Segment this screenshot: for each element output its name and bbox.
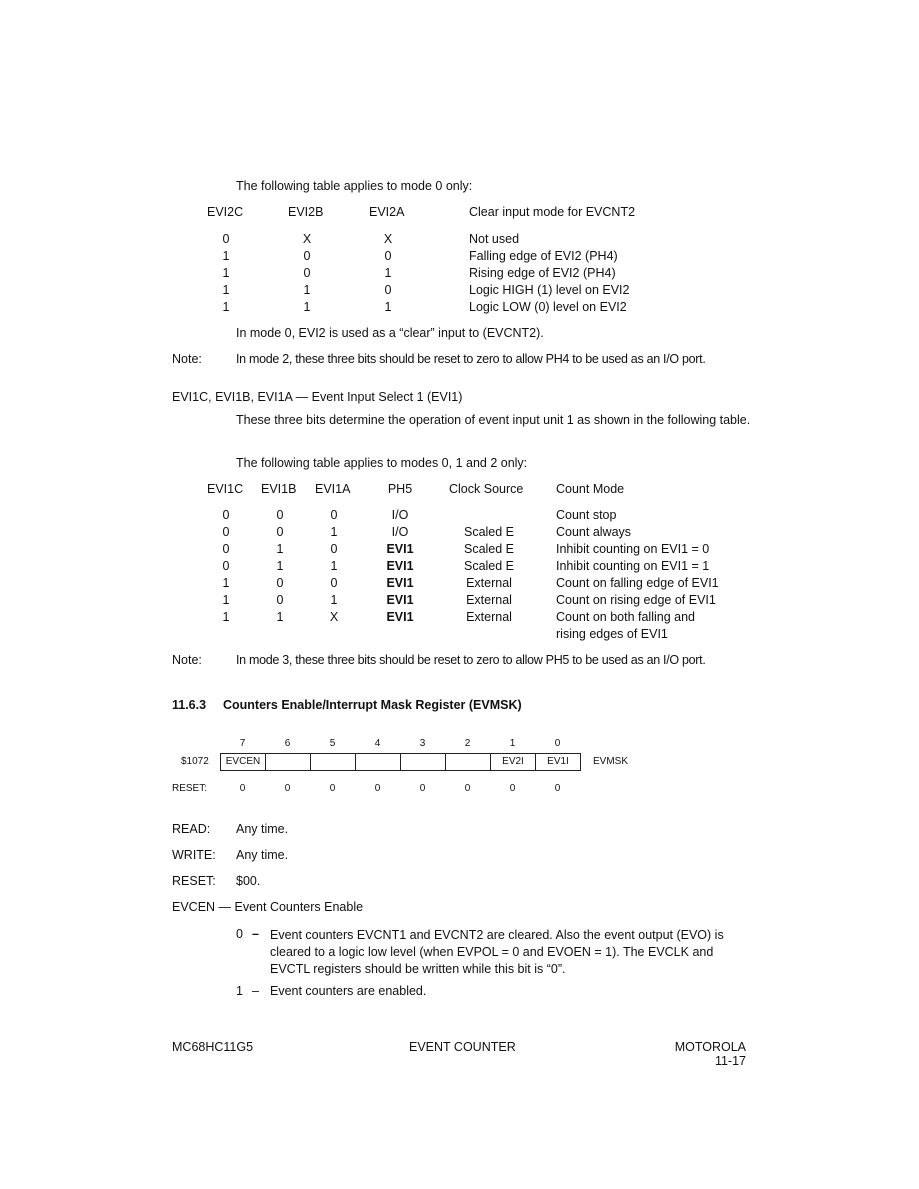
footer-left: MC68HC11G5 [172, 1040, 254, 1054]
reset-value: 0 [284, 783, 291, 794]
table-cell: 1 [222, 300, 230, 314]
table-cell: 0 [276, 508, 284, 522]
evi1-header-b: EVI1B [261, 482, 297, 496]
table-cell: 0 [222, 542, 230, 556]
table-cell: Inhibit counting on EVI1 = 0 [556, 542, 710, 556]
table-cell: 1 [222, 610, 230, 624]
table-cell: I/O [391, 508, 409, 522]
table-cell: X [302, 232, 312, 246]
register-bit-cell [265, 753, 311, 771]
bit-number: 1 [509, 738, 516, 749]
table-cell: 1 [222, 593, 230, 607]
table-cell: 0 [330, 508, 338, 522]
reset-label: RESET: [172, 783, 208, 794]
table-cell: 1 [303, 283, 311, 297]
register-bit-cell [400, 753, 446, 771]
table-cell: Not used [469, 232, 520, 246]
bit-number: 2 [464, 738, 471, 749]
register-bit-cell: EVCEN [220, 753, 266, 771]
table-cell: 0 [384, 249, 392, 263]
evi2-header-b: EVI2B [288, 205, 324, 219]
reset-value: 0 [329, 783, 336, 794]
table-cell: 1 [330, 559, 338, 573]
table-cell: 0 [222, 559, 230, 573]
evcen-text: Event counters EVCNT1 and EVCNT2 are cleared. Also the event output (EVO) is cleared to a logic low level (when EVPOL = 0 and EVOEN = 1). The EVCLK and EVCTL registers should be written while this bit is “0”. [270, 928, 724, 976]
table-cell: Count always [556, 525, 632, 539]
evi2-header-mode: Clear input mode for EVCNT2 [469, 205, 636, 219]
table-cell: Scaled E [463, 542, 515, 556]
evcen-bit: 0 [236, 927, 243, 941]
table-cell: Count on rising edge of EVI1 [556, 593, 716, 607]
register-name: EVMSK [593, 756, 629, 767]
access-value: Any time. [236, 848, 289, 862]
evi1-header-c: EVI1C [207, 482, 244, 496]
evcen-heading: EVCEN — Event Counters Enable [172, 900, 364, 914]
table-cell: 0 [276, 525, 284, 539]
mode0-note: In mode 0, EVI2 is used as a “clear” input to (EVCNT2). [236, 326, 544, 340]
section-number: 11.6.3 [172, 698, 207, 712]
evi2-header-a: EVI2A [369, 205, 405, 219]
register-address: $1072 [181, 756, 209, 767]
table-cell: 0 [303, 266, 311, 280]
footer-center: EVENT COUNTER [409, 1040, 516, 1054]
reset-value: 0 [464, 783, 471, 794]
table-cell: External [466, 576, 512, 590]
table-cell: External [466, 593, 512, 607]
bit-number: 3 [419, 738, 426, 749]
table-cell: External [466, 610, 512, 624]
evi1-header-a: EVI1A [315, 482, 351, 496]
table-cell: 1 [222, 283, 230, 297]
table-cell: EVI1 [386, 559, 414, 573]
access-value: Any time. [236, 822, 289, 836]
table-cell: 1 [276, 610, 284, 624]
table-cell: 1 [330, 525, 338, 539]
table-cell: 0 [330, 542, 338, 556]
register-bit-cell: EV1I [535, 753, 581, 771]
modes-intro: The following table applies to modes 0, 1 and 2 only: [236, 456, 528, 470]
table-cell: rising edges of EVI1 [556, 627, 668, 641]
table-cell: 0 [276, 576, 284, 590]
note-text: In mode 3, these three bits should be reset to zero to allow PH5 to be used as an I/O port. [236, 653, 706, 667]
evcen-dash: – [252, 984, 259, 998]
table-cell: 0 [222, 525, 230, 539]
evi1-header-clock: Clock Source [449, 482, 524, 496]
evi2-header-c: EVI2C [207, 205, 244, 219]
note-label: Note: [172, 352, 202, 366]
table-cell: 1 [222, 576, 230, 590]
table-cell: Logic HIGH (1) level on EVI2 [469, 283, 630, 297]
table-cell: 0 [222, 508, 230, 522]
table-cell: X [329, 610, 339, 624]
table-cell: 1 [276, 559, 284, 573]
table-cell: 1 [303, 300, 311, 314]
table-cell: Count stop [556, 508, 617, 522]
table-cell: X [383, 232, 393, 246]
evi1-description: These three bits determine the operation of event input unit 1 as shown in the following table. [236, 413, 751, 427]
table-cell: 0 [276, 593, 284, 607]
table-cell: EVI1 [386, 610, 414, 624]
mode0-intro: The following table applies to mode 0 only: [236, 179, 473, 193]
register-bit-cell [355, 753, 401, 771]
table-cell: 0 [303, 249, 311, 263]
footer-right: MOTOROLA [674, 1040, 746, 1054]
table-cell: Rising edge of EVI2 (PH4) [469, 266, 616, 280]
access-label: WRITE: [172, 848, 216, 862]
access-value: $00. [236, 874, 261, 888]
table-cell: 1 [276, 542, 284, 556]
table-cell: 1 [330, 593, 338, 607]
table-cell: EVI1 [386, 576, 414, 590]
table-cell: Scaled E [463, 525, 515, 539]
table-cell: 0 [222, 232, 230, 246]
register-bit-cell [445, 753, 491, 771]
table-cell: I/O [391, 525, 409, 539]
reset-value: 0 [509, 783, 516, 794]
table-cell: Count on falling edge of EVI1 [556, 576, 719, 590]
bit-number: 7 [239, 738, 246, 749]
table-cell: Scaled E [463, 559, 515, 573]
bit-number: 5 [329, 738, 336, 749]
note-text: In mode 2, these three bits should be reset to zero to allow PH4 to be used as an I/O port. [236, 352, 706, 366]
table-cell: 1 [384, 300, 392, 314]
evcen-dash: – [252, 927, 259, 941]
reset-value: 0 [419, 783, 426, 794]
register-bit-cell [310, 753, 356, 771]
table-cell: 1 [222, 266, 230, 280]
table-cell: Logic LOW (0) level on EVI2 [469, 300, 627, 314]
section-title: Counters Enable/Interrupt Mask Register (EVMSK) [223, 698, 522, 712]
bit-number: 0 [554, 738, 561, 749]
evcen-bit: 1 [236, 984, 243, 998]
evi1-header-ph5: PH5 [387, 482, 413, 496]
access-label: READ: [172, 822, 211, 836]
page-number: 11-17 [714, 1054, 746, 1068]
table-cell: Falling edge of EVI2 (PH4) [469, 249, 618, 263]
bit-number: 4 [374, 738, 381, 749]
table-cell: Count on both falling and [556, 610, 695, 624]
evi1-header-count: Count Mode [556, 482, 625, 496]
bit-number: 6 [284, 738, 291, 749]
register-bit-cell: EV2I [490, 753, 536, 771]
table-cell: EVI1 [386, 593, 414, 607]
table-cell: 1 [384, 266, 392, 280]
table-cell: Inhibit counting on EVI1 = 1 [556, 559, 710, 573]
table-cell: EVI1 [386, 542, 414, 556]
reset-value: 0 [554, 783, 561, 794]
note-label: Note: [172, 653, 202, 667]
evi1-heading: EVI1C, EVI1B, EVI1A — Event Input Select 1 (EVI1) [172, 390, 463, 404]
evcen-text: Event counters are enabled. [270, 984, 427, 998]
access-label: RESET: [172, 874, 216, 888]
table-cell: 0 [384, 283, 392, 297]
table-cell: 0 [330, 576, 338, 590]
reset-value: 0 [374, 783, 381, 794]
table-cell: 1 [222, 249, 230, 263]
reset-value: 0 [239, 783, 246, 794]
